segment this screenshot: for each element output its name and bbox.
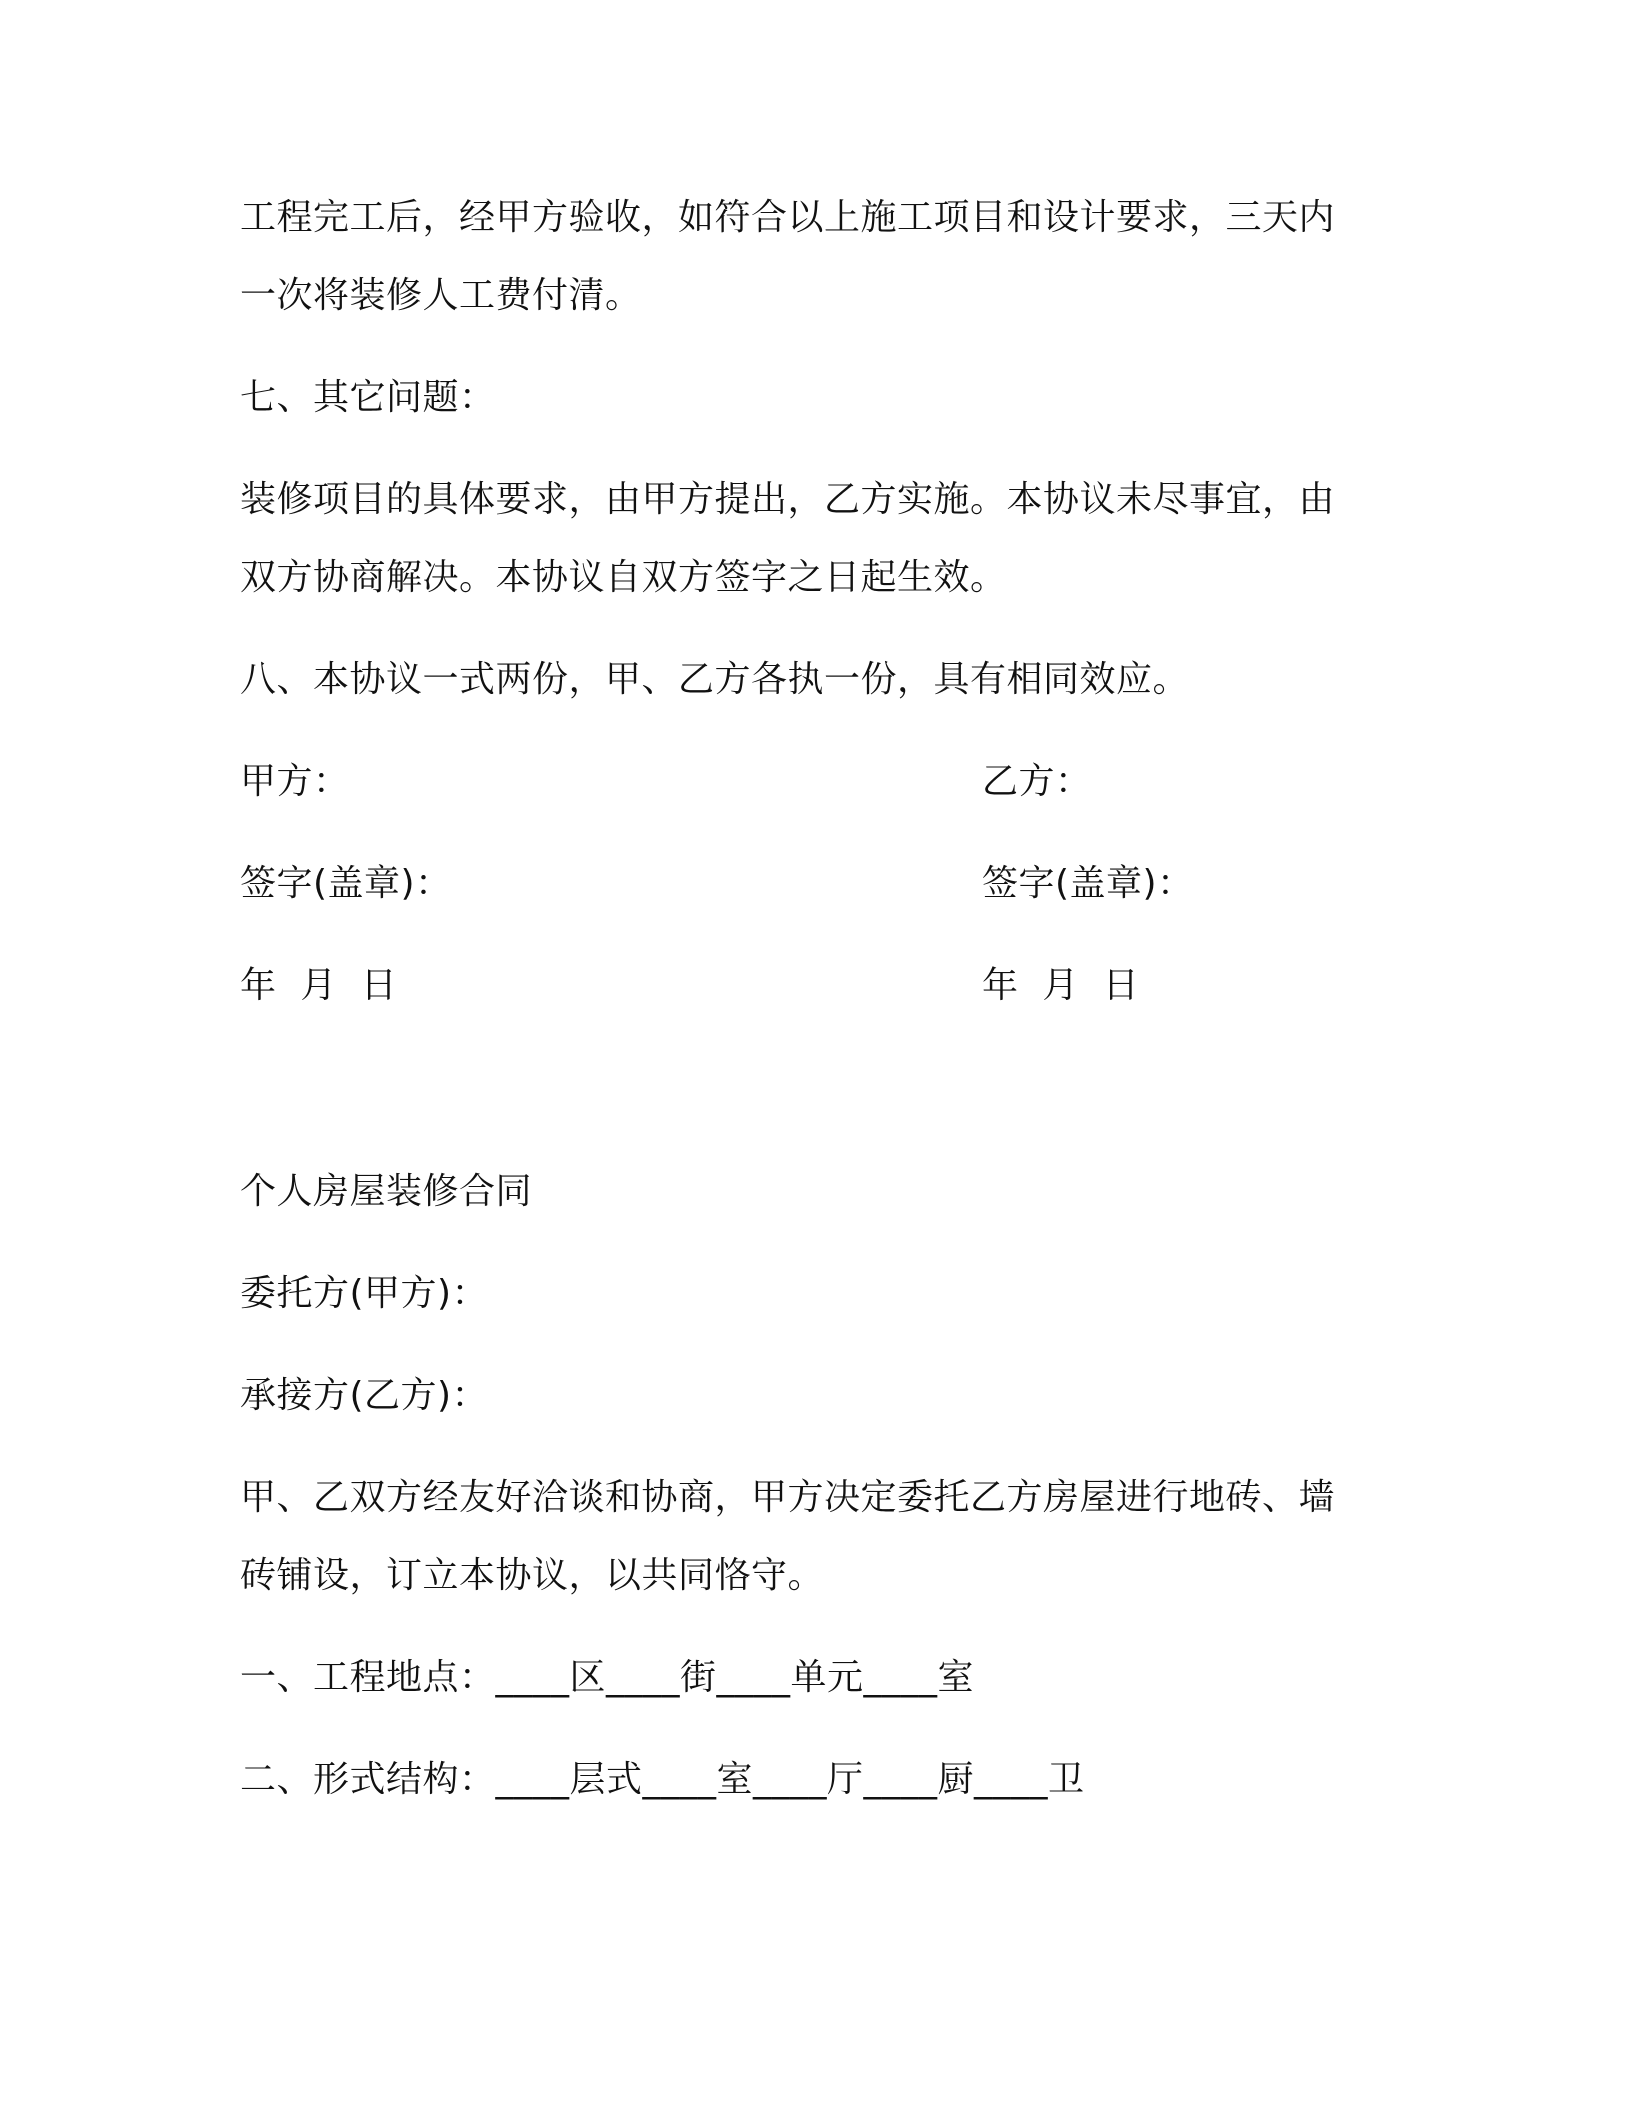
section-seven-paragraph-line-2: 双方协商解决。本协议自双方签字之日起生效。 (240, 557, 1007, 598)
section-seven-paragraph-line-1: 装修项目的具体要求，由甲方提出，乙方实施。本协议未尽事宜，由 (240, 479, 1336, 520)
payment-text-line-1: 工程完工后，经甲方验收，如符合以上施工项目和设计要求，三天内 (240, 197, 1336, 238)
item-one-location: 一、工程地点：____区____街____单元____室 (240, 1657, 975, 1698)
party-a-date: 年 月 日 (240, 965, 398, 1006)
party-a-label: 甲方： (240, 761, 350, 802)
section-eight-text: 八、本协议一式两份，甲、乙方各执一份，具有相同效应。 (240, 659, 1190, 700)
section-seven-heading: 七、其它问题： (240, 377, 496, 418)
party-b-label: 乙方： (982, 761, 1092, 802)
contractor-party-label: 承接方(乙方)： (240, 1375, 489, 1416)
party-a-signature-label: 签字(盖章)： (240, 863, 452, 904)
intro-paragraph-line-1: 甲、乙双方经友好洽谈和协商，甲方决定委托乙方房屋进行地砖、墙 (240, 1477, 1336, 1518)
item-two-structure: 二、形式结构：____层式____室____厅____厨____卫 (240, 1759, 1085, 1800)
intro-paragraph-line-2: 砖铺设，订立本协议，以共同恪守。 (240, 1555, 825, 1596)
contract-title: 个人房屋装修合同 (240, 1171, 533, 1212)
payment-text-line-2: 一次将装修人工费付清。 (240, 275, 642, 316)
client-party-label: 委托方(甲方)： (240, 1273, 489, 1314)
party-b-date: 年 月 日 (982, 965, 1140, 1006)
party-b-signature-label: 签字(盖章)： (982, 863, 1194, 904)
